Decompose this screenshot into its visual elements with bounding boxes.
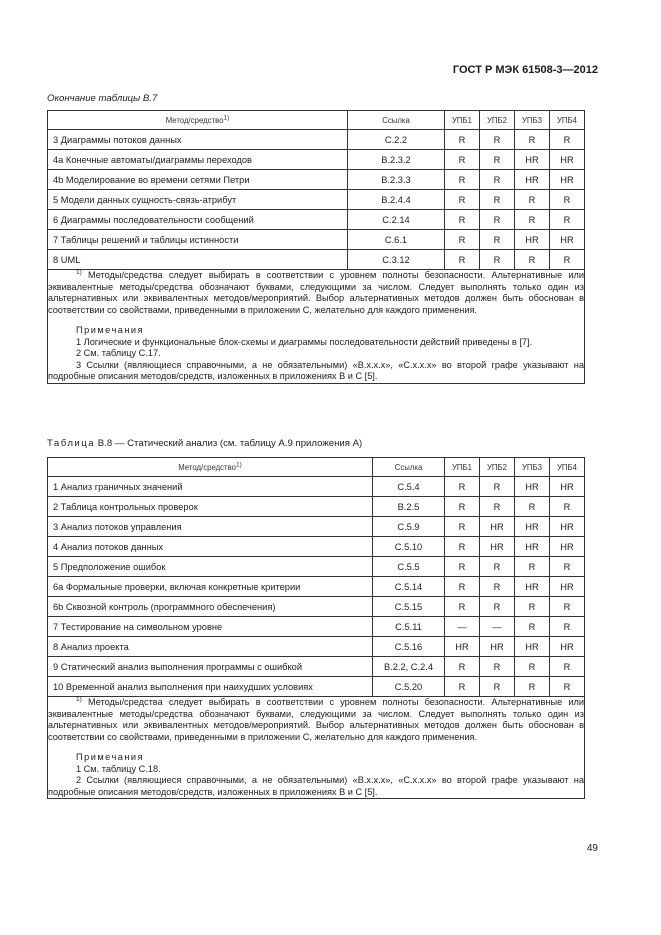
- upb4-cell: R: [550, 677, 585, 697]
- upb4-cell: R: [550, 130, 585, 150]
- upb2-cell: R: [480, 557, 515, 577]
- ref-cell: В.2.2, С.2.4: [373, 657, 445, 677]
- col-upb1-header: УПБ1: [445, 458, 480, 477]
- footnote-mark: 1): [76, 695, 82, 703]
- table-b7-notes-cell: [48, 270, 585, 384]
- upb2-cell: R: [480, 170, 515, 190]
- table-b8-caption-text: В.8 — Статический анализ (см. таблицу А.9 приложения А): [97, 438, 363, 449]
- method-cell: 6b Сквозной контроль (программного обеспечения): [48, 597, 373, 617]
- upb1-cell: R: [445, 537, 480, 557]
- table-b8-caption-label: Таблица: [47, 438, 96, 449]
- table-row: [48, 517, 585, 537]
- upb3-cell: R: [515, 617, 550, 637]
- method-cell: 6а Формальные проверки, включая конкретные критерии: [48, 577, 373, 597]
- table-row: [48, 497, 585, 517]
- upb2-cell: R: [480, 477, 515, 497]
- upb1-cell: R: [445, 230, 480, 250]
- upb2-cell: R: [480, 250, 515, 270]
- upb3-cell: HR: [515, 577, 550, 597]
- table-b7-notes-row: [48, 270, 585, 384]
- col-method-label: Метод/средство: [165, 115, 224, 125]
- note-item: 1 См. таблицу С.18.: [76, 763, 161, 774]
- footnote-ref: 1): [236, 460, 242, 468]
- table-b8-body: [48, 477, 585, 697]
- upb2-cell: R: [480, 190, 515, 210]
- ref-cell: В.2.5: [373, 497, 445, 517]
- upb4-cell: R: [550, 597, 585, 617]
- ref-cell: С.5.4: [373, 477, 445, 497]
- upb1-cell: R: [445, 190, 480, 210]
- upb2-cell: HR: [480, 537, 515, 557]
- upb2-cell: R: [480, 497, 515, 517]
- table-row: [48, 657, 585, 677]
- upb4-cell: HR: [550, 477, 585, 497]
- document-header: ГОСТ Р МЭК 61508-3—2012: [452, 64, 598, 76]
- upb2-cell: R: [480, 230, 515, 250]
- upb3-cell: R: [515, 130, 550, 150]
- ref-cell: С.5.10: [373, 537, 445, 557]
- upb3-cell: HR: [515, 150, 550, 170]
- table-row: [48, 150, 585, 170]
- upb1-cell: R: [445, 150, 480, 170]
- upb2-cell: HR: [480, 517, 515, 537]
- upb3-cell: R: [515, 497, 550, 517]
- upb1-cell: —: [445, 617, 480, 637]
- table-row: [48, 597, 585, 617]
- upb2-cell: R: [480, 657, 515, 677]
- upb4-cell: R: [550, 497, 585, 517]
- table-row: [48, 617, 585, 637]
- upb2-cell: R: [480, 677, 515, 697]
- method-cell: 6 Диаграммы последовательности сообщений: [48, 210, 348, 230]
- col-upb2-header: УПБ2: [480, 458, 515, 477]
- ref-cell: С.5.20: [373, 677, 445, 697]
- upb1-cell: R: [445, 517, 480, 537]
- footnote-mark: 1): [76, 268, 82, 276]
- method-cell: 3 Анализ потоков управления: [48, 517, 373, 537]
- upb3-cell: R: [515, 657, 550, 677]
- col-upb2-header: УПБ2: [480, 111, 515, 130]
- upb1-cell: R: [445, 170, 480, 190]
- upb1-cell: R: [445, 250, 480, 270]
- upb3-cell: HR: [515, 537, 550, 557]
- upb1-cell: R: [445, 577, 480, 597]
- upb3-cell: R: [515, 677, 550, 697]
- upb1-cell: R: [445, 657, 480, 677]
- upb4-cell: HR: [550, 517, 585, 537]
- upb2-cell: —: [480, 617, 515, 637]
- col-ref-header: Ссылка: [348, 111, 445, 130]
- ref-cell: С.2.14: [348, 210, 445, 230]
- upb4-cell: R: [550, 617, 585, 637]
- method-cell: 7 Тестирование на символьном уровне: [48, 617, 373, 637]
- note-item: 3 Ссылки (являющиеся справочными, а не обязательными) «В.х.х.х», «С.х.х.х» во второй графе указывают на подробные описания методов/средств, изложенных в приложениях В и С [5].: [48, 359, 584, 381]
- upb1-cell: R: [445, 130, 480, 150]
- method-cell: 7 Таблицы решений и таблицы истинности: [48, 230, 348, 250]
- table-b8-header-row: [48, 458, 585, 477]
- upb3-cell: R: [515, 557, 550, 577]
- upb2-cell: R: [480, 150, 515, 170]
- table-row: [48, 230, 585, 250]
- upb4-cell: R: [550, 657, 585, 677]
- method-cell: 4а Конечные автоматы/диаграммы переходов: [48, 150, 348, 170]
- method-cell: 2 Таблица контрольных проверок: [48, 497, 373, 517]
- upb4-cell: R: [550, 250, 585, 270]
- table-b7-caption: Окончание таблицы В.7: [47, 93, 158, 104]
- ref-cell: В.2.3.3: [348, 170, 445, 190]
- table-row: [48, 577, 585, 597]
- col-method-header: [48, 111, 348, 130]
- ref-cell: В.2.3.2: [348, 150, 445, 170]
- table-row: [48, 477, 585, 497]
- method-cell: 10 Временной анализ выполнения при наихудших условиях: [48, 677, 373, 697]
- ref-cell: С.2.2: [348, 130, 445, 150]
- table-b7-footnote: [48, 270, 584, 316]
- upb3-cell: HR: [515, 477, 550, 497]
- col-method-header: [48, 458, 373, 477]
- table-row: [48, 537, 585, 557]
- upb3-cell: R: [515, 597, 550, 617]
- col-method-label: Метод/средство: [178, 462, 237, 472]
- upb1-cell: HR: [445, 637, 480, 657]
- upb4-cell: HR: [550, 170, 585, 190]
- upb1-cell: R: [445, 597, 480, 617]
- table-row: [48, 210, 585, 230]
- ref-cell: С.5.11: [373, 617, 445, 637]
- ref-cell: С.5.14: [373, 577, 445, 597]
- upb2-cell: R: [480, 597, 515, 617]
- table-b7-body: [48, 130, 585, 270]
- table-b7: [47, 110, 585, 384]
- table-row: [48, 250, 585, 270]
- upb3-cell: R: [515, 250, 550, 270]
- col-upb4-header: УПБ4: [550, 111, 585, 130]
- upb3-cell: HR: [515, 637, 550, 657]
- col-upb4-header: УПБ4: [550, 458, 585, 477]
- upb1-cell: R: [445, 677, 480, 697]
- upb4-cell: R: [550, 210, 585, 230]
- table-b8-footnote: [48, 697, 584, 743]
- ref-cell: С.3.12: [348, 250, 445, 270]
- table-row: [48, 677, 585, 697]
- method-cell: 5 Модели данных сущность-связь-атрибут: [48, 190, 348, 210]
- footnote-text: Методы/средства следует выбирать в соответствии с уровнем полноты безопасности. Альтернативные или эквивалентные методы/средства обозначают буквами, следующими за числом. Следует выполнять только один из альтернативных или эквивалентных методов/мероприятий. Выбор альтернативных методов должен быть обоснован в соответствии со свойствами, приведенными в приложении С, желательно для каждого применения.: [48, 697, 584, 742]
- upb4-cell: HR: [550, 537, 585, 557]
- table-row: [48, 190, 585, 210]
- method-cell: 9 Статический анализ выполнения программы с ошибкой: [48, 657, 373, 677]
- page-number: 49: [586, 843, 598, 854]
- table-b7-header-row: [48, 111, 585, 130]
- method-cell: 1 Анализ граничных значений: [48, 477, 373, 497]
- table-b8-notes-cell: [48, 697, 585, 799]
- ref-cell: С.5.5: [373, 557, 445, 577]
- footnote-ref: 1): [223, 113, 230, 121]
- table-row: [48, 557, 585, 577]
- method-cell: 5 Предположение ошибок: [48, 557, 373, 577]
- upb4-cell: HR: [550, 150, 585, 170]
- upb2-cell: R: [480, 130, 515, 150]
- table-b8: [47, 457, 585, 799]
- upb3-cell: R: [515, 190, 550, 210]
- upb1-cell: R: [445, 497, 480, 517]
- upb3-cell: R: [515, 210, 550, 230]
- col-upb1-header: УПБ1: [445, 111, 480, 130]
- upb4-cell: R: [550, 190, 585, 210]
- upb1-cell: R: [445, 477, 480, 497]
- upb1-cell: R: [445, 210, 480, 230]
- upb2-cell: R: [480, 210, 515, 230]
- note-item: 1 Логические и функциональные блок-схемы и диаграммы последовательности действий приведены в [7].: [76, 336, 533, 347]
- notes-title: Примечания: [76, 752, 145, 762]
- col-upb3-header: УПБ3: [515, 458, 550, 477]
- upb4-cell: R: [550, 557, 585, 577]
- table-row: [48, 130, 585, 150]
- ref-cell: С.5.9: [373, 517, 445, 537]
- table-b8-caption: [47, 438, 362, 449]
- method-cell: 4b Моделирование во времени сетями Петри: [48, 170, 348, 190]
- ref-cell: С.5.15: [373, 597, 445, 617]
- ref-cell: В.2.4.4: [348, 190, 445, 210]
- note-item: 2 Ссылки (являющиеся справочными, а не обязательными) «В.х.х.х», «С.х.х.х» во второй графе указывают на подробные описания методов/средств, изложенных в приложениях В и С [5].: [48, 775, 584, 797]
- upb3-cell: HR: [515, 170, 550, 190]
- table-b8-notes-row: [48, 697, 585, 799]
- method-cell: 8 Анализ проекта: [48, 637, 373, 657]
- note-item: 2 См. таблицу С.17.: [76, 348, 161, 358]
- col-ref-header: Ссылка: [373, 458, 445, 477]
- footnote-text: Методы/средства следует выбирать в соответствии с уровнем полноты безопасности. Альтернативные или эквивалентные методы/средства обозначают буквами, следующими за числом. Следует выполнять только один из альтернативных или эквивалентных методов/мероприятий. Выбор альтернативных методов должен быть обоснован в соответствии со свойствами, приведенными в приложении С, желательно для каждого применения.: [48, 270, 584, 315]
- upb4-cell: HR: [550, 637, 585, 657]
- upb3-cell: HR: [515, 517, 550, 537]
- upb3-cell: HR: [515, 230, 550, 250]
- upb4-cell: HR: [550, 577, 585, 597]
- ref-cell: С.6.1: [348, 230, 445, 250]
- upb1-cell: R: [445, 557, 480, 577]
- upb2-cell: HR: [480, 637, 515, 657]
- upb2-cell: R: [480, 577, 515, 597]
- notes-title: Примечания: [76, 325, 145, 335]
- method-cell: 3 Диаграммы потоков данных: [48, 130, 348, 150]
- table-row: [48, 637, 585, 657]
- ref-cell: С.5.16: [373, 637, 445, 657]
- method-cell: 8 UML: [48, 250, 348, 270]
- upb4-cell: HR: [550, 230, 585, 250]
- method-cell: 4 Анализ потоков данных: [48, 537, 373, 557]
- col-upb3-header: УПБ3: [515, 111, 550, 130]
- table-row: [48, 170, 585, 190]
